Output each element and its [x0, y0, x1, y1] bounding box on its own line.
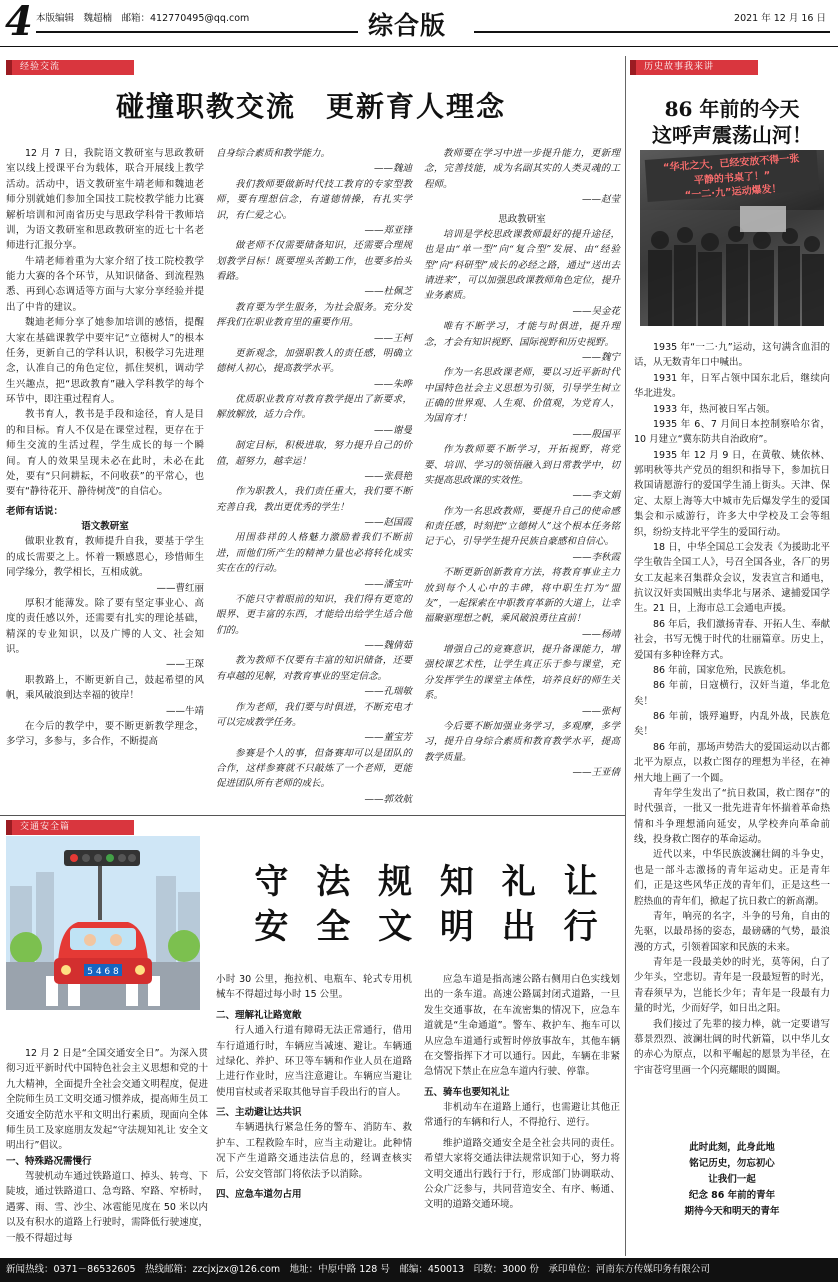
history-headline: [628, 96, 836, 149]
signature: ——谢曼: [373, 424, 412, 436]
quote: 唯有不断学习，才能与时俱进，提升理念，才会有知识视野、国际视野和历史视野。: [424, 321, 620, 348]
quote: 优质职业教育对教育教学提出了新要求，解放解放，适力合作。: [216, 394, 412, 421]
traffic-illustration: [6, 836, 200, 1010]
section-title: 综合版: [368, 11, 447, 40]
signature: ——魏迪: [373, 163, 412, 175]
subheading: 思政教研室: [498, 213, 546, 225]
traffic-headline-line-1: 守 法 规 知 礼 让: [254, 862, 606, 902]
quote: 教为教师不仅要有丰富的知识储备，还要有卓越的见解，对教育事业的坚定信念。: [216, 655, 412, 682]
subheading: 三、主动避让达共识: [216, 1107, 302, 1118]
header-rule-left: [36, 31, 358, 33]
history-photo: [640, 150, 824, 326]
quote: 在今后的教学中，要不断更新教学理念，多学习，多参与，多合作，不断提高: [6, 720, 204, 748]
signature: ——王柯: [373, 332, 412, 344]
quote: 更新观念，加强职教人的责任感，明确立德树人初心，提高教学水平。: [216, 347, 412, 375]
subheading: 五、骑车也要知礼让: [424, 1086, 510, 1098]
article-column-3: [424, 146, 620, 780]
crowd-illustration: [640, 150, 824, 326]
quote: 做职业教育，教师提升自我，要基于学生的成长需要之上。怀着一颗感恩心，珍惜师生同学缘分，教学相长，互相成就。: [6, 536, 204, 579]
closing-line: 铭记历史，勿忘初心: [689, 1157, 775, 1169]
paragraph: 教书育人，教书是手段和途径，育人是目的和目标。育人不仅是在课堂过程，更存在于师生交流的生活过程，学生成长的每一个瞬间。育人的效果呈现未必在此时，未必在此处，要有“只问耕耘，不问收获”的平常心，也要有“静待花开、静待树茂”的自信心。: [6, 409, 204, 498]
traffic-headline-line-2: 安 全 文 明 出 行: [254, 906, 606, 947]
traffic-column-3: [424, 972, 620, 1213]
quote: 作为一名思政教师，要提升自己的使命感和责任感，时刻把“立德树人”这个根本任务铭记于心，引导学生提升民族自豪感和自信心。: [424, 505, 620, 548]
section-tab-history: 历史故事我来讲: [630, 60, 758, 75]
page-footer: 新闻热线：0371－86532605 热线邮箱：zzcjxjzx@126.com 地址：中原中路 128 号 邮编：450013 印数：3000 份 承印单位：河南东方传媒印务有限公司: [0, 1258, 838, 1282]
paragraph: 青年是一段最美妙的时光，莫等闲，白了少年头，空悲切。青年是一段最短暂的时光，青春须早为，岂能长少年；青年是一段最有力量的时光，少而好学，如日出之阳。: [634, 957, 830, 1015]
caption-line-3: “一二·九”运动爆发！: [684, 183, 782, 202]
paragraph: 86 年前，日寇横行，汉奸当道，华北危矣！: [634, 680, 830, 707]
quote: 参赛是个人的事，但备赛却可以是团队的合作，这样参赛就不只敲炼了一个老师，更能促进团队所有老师的成长。: [216, 747, 412, 790]
history-headline-line-2: 这呼声震荡山河！: [652, 123, 812, 148]
paragraph: 1935 年 6、7 月间日本控制察哈尔省，10 月建立“冀东防共自治政府”。: [634, 418, 830, 446]
paragraph: 青年，响亮的名字，斗争的号角，自由的先驱，以最昂扬的姿态，最磅礴的气势，最浪漫的方式，引领着国家和民族的未来。: [634, 910, 830, 953]
quote: 用围恭祥的人格魅力激励着我们不断前进，而他们所产生的精神力量也必将转化成实实在在的行动。: [216, 532, 412, 575]
signature: ——杜佩芝: [364, 286, 412, 298]
section-divider: [0, 815, 625, 816]
paragraph: 近代以来，中华民族波澜壮阔的斗争史，也是一部斗志激扬的青年运动史。正是青年们，正是这些风华正茂的青年们，正是这些一腔热血的青年们，掀起了抗日救亡的新高潮。: [634, 849, 830, 907]
paragraph: 我们接过了先辈的接力棒，就一定要谱写慕景烈烈、波澜壮阔的时代新篇，以中华儿女的赤心为原点，以和平崛起的愿景为半径，在宇宙苍穹里画一个闪亮耀眼的圆圈。: [634, 1018, 830, 1076]
quote: 教育要为学生服务，为社会服务。充分发挥我们在职业教育里的重要作用。: [216, 301, 412, 329]
article-column-2: [216, 146, 412, 807]
paragraph: 驾驶机动车通过铁路道口、掉头、转弯、下陡坡，通过铁路道口、急弯路、窄路、窄桥时，遇雾、雨、雪、沙尘、冰雹能见度在 50 米以内以及有积水的道路上行驶时，需降低行驶速度，一般不得超过每: [6, 1171, 208, 1244]
subheading: 一、特殊路况需慢行: [6, 1155, 92, 1167]
paragraph: 12 月 7 日，我院语文教研室与思政教研室以线上授课平台为载体，联合开展线上教学活动。活动中，语文教研室牛靖老师和魏迪老师分别就她们参加全国技工院校教学能力比赛解析培训和河南省历史与思政学科骨干教师培训，为语文教研室和思政教研室的近七十名老师进行汇报分享。: [6, 148, 204, 252]
quote: 作为职教人，我们责任重大，我们要不断充善自我，教出更优秀的学生！: [216, 486, 412, 513]
section-tab-experience: 经验交流: [6, 60, 134, 75]
caption-line-1: “华北之大，已经安放不得一张: [662, 153, 800, 174]
closing-line: 纪念 86 年前的青年: [688, 1189, 776, 1201]
header-divider: [0, 46, 838, 47]
traffic-headline: [240, 860, 620, 950]
signature: ——魏宁: [581, 351, 620, 363]
signature: ——杨靖: [581, 628, 620, 640]
paragraph: 非机动车在道路上通行，也需避让其他正常通行的车辆和行人，不得抢行、逆行。: [424, 1102, 620, 1129]
traffic-column-1: [6, 1046, 208, 1246]
signature: ——王琛: [165, 659, 204, 671]
article-headline: 碰撞职教交流 更新育人理念: [115, 90, 506, 123]
signature: ——魏倩茹: [364, 640, 412, 651]
paragraph: 1931 年，日军占领中国东北后，继续向华北进发。: [634, 372, 830, 400]
signature: ——吴金花: [572, 305, 620, 317]
signature: ——张柯: [581, 705, 620, 717]
paragraph: 维护道路交通安全是全社会共同的责任。希望大家将交通法律法规常识知于心，努力将文明交通出行践行于行，形成部门协调联动、公众广泛参与，共同营造安全、有序、畅通、文明的道路交通环境。: [424, 1137, 620, 1211]
paragraph: 86 年前，那场声势浩大的爱国运动以古都北平为原点，以救亡图存的理想为半径，在神州大地上画了一个圆。: [634, 741, 830, 784]
signature: ——赵莹: [581, 194, 620, 206]
signature: ——董宝芳: [364, 732, 412, 744]
quote: 作为一名思政课老师，要以习近平新时代中国特色社会主义思想为引领，引导学生树立正确的世界观、人生观、价值观，为党育人，为国育才！: [424, 367, 620, 425]
subheading: 语文教研室: [81, 521, 129, 532]
quote: 厚积才能薄发。除了要有坚定事业心、高度的责任感以外，还需要有扎实的理论基础，精深的专业知识，以及广博的人文、社会知识。: [6, 597, 204, 655]
subheading: 二、理解礼让路宽敞: [216, 1009, 302, 1021]
section-tab-traffic: 交通安全篇: [6, 820, 134, 835]
history-headline-line-1: 86 年前的今天: [664, 97, 800, 121]
quote: 制定目标，积极进取，努力提升自己的价值，超努力，越幸运！: [216, 440, 412, 467]
license-plate: 5 4 6 8: [87, 967, 119, 977]
paragraph: 86 年前，饿殍遍野，内乱外战，民族危矣！: [634, 711, 830, 738]
paragraph: 车辆遇执行紧急任务的警车、消防车、救护车、工程救险车时，应当主动避让。此种情况下产生道路交通违法信息的，经调查核实后，公安交管部门将依法予以消除。: [216, 1122, 412, 1180]
issue-date: 2021 年 12 月 16 日: [734, 13, 826, 24]
quote: 增强自己的竞赛意识，提升备课能力，增强校课艺术性，让学生真正乐于参与课堂，充分发挥学生的课堂主体性，培养良好的师生关系。: [424, 644, 620, 702]
quote: 不能只守着眼前的知识，我们得有更宽的眼界、更丰富的东西，才能给出给学生适合他们的。: [216, 593, 412, 636]
subheading: 老师有话说：: [6, 505, 64, 517]
quote: 教师要在学习中进一步提升能力，更新理念，完善技能，成为名副其实的人类灵魂的工程师。: [424, 148, 620, 190]
closing-line: 此时此刻，此身此地: [689, 1142, 775, 1153]
page-header: [0, 0, 838, 44]
traffic-column-2: [216, 972, 412, 1202]
signature: ——曹红丽: [156, 582, 204, 594]
signature: ——郑亚锋: [364, 224, 412, 236]
paragraph: 86 年后，我们激扬青春、开拓人生、奉献社会，书写无愧于时代的壮丽篇章。历史上，爱国有多种诠释方式。: [634, 618, 830, 661]
quote: 不断更新创新教育方法，将教育事业主力放到每个人心中的丰碑，将中职生打为“盟友”，一起探索在中职教育革新的大道上，让幸福聚驱理想之帆，乘风破浪勇往直前！: [424, 567, 620, 625]
signature: ——李秋霞: [572, 551, 620, 563]
signature: ——王亚倩: [572, 767, 620, 778]
closing-line: 期待今天和明天的青年: [684, 1205, 780, 1217]
article-column-1: [6, 146, 204, 750]
paragraph: 1933 年，热河被日军占领。: [653, 403, 776, 415]
subheading: 四、应急车道勿占用: [216, 1188, 302, 1200]
signature: ——郭效航: [364, 793, 412, 805]
paragraph: 行人通入行道有障碍无法正常通行，借用车行道通行时，车辆应当减速、避让。车辆通过绿化、养护、环卫等车辆和作业人员在道路上进行作业时，应当注意避让。车辆应当避让使用盲杖或者采取其他导盲手段出行的盲人。: [216, 1025, 412, 1098]
signature: ——朱晔: [373, 378, 412, 390]
editor-info: 本版编辑 魏超楠 邮箱：412770495@qq.com: [36, 13, 250, 24]
header-rule-right: [474, 31, 830, 33]
signature: ——张晨艳: [364, 470, 412, 482]
quote: 作为老师，我们要与时俱进，不断充电才可以完成教学任务。: [216, 701, 412, 728]
paragraph: 应急车道是指高速公路右侧用白色实线划出的一条车道。高速公路属封闭式道路，一旦发生交通事故，在车流密集的情况下，应急车道就是“生命通道”。警车、救护车、拖车可以从应急车道通行或暂时停放事故车，其他车辆在交警指挥下才可以通行。因此，车辆在非紧急情况下禁止在应急车道内行驶、停靠。: [424, 974, 620, 1078]
paragraph: 12 月 2 日是“全国交通安全日”。为深入贯彻习近平新时代中国特色社会主义思想和党的十九大精神，全面提升全社会交通文明程度，促进全院师生员工文明交通习惯养成，提高师生员工交通安全防范水平和文明出行素质，现面向全体师生员工及家庭朋友发起“守法规知礼让 安全文明出行”倡议。: [6, 1048, 208, 1152]
column-divider: [625, 56, 626, 1256]
history-body: [634, 340, 830, 1078]
quote: 培训是学校思政课教师最好的提升途径，也是由“单一型”向“复合型”发展、由“经验型”向“科研型”成长的必经之路，通过“送出去请进来”，可以加强思政课教师角色定位，提升业务素质。: [424, 228, 620, 302]
signature: ——赵国霞: [364, 517, 412, 528]
page-number: 4: [5, 0, 33, 45]
quote: 做老师不仅需要储备知识，还需要合理规划教学目标！既要埋头苦勤工作，也要多抬头看路。: [216, 240, 412, 282]
quote: 职教路上，不断更新自己，鼓起希望的风帆，乘风破浪到达幸福的彼岸！: [6, 674, 204, 702]
closing-line: 让我们一起: [708, 1173, 756, 1185]
paragraph: 青年学生发出了“抗日救国，救亡图存”的时代强音，一批又一批先进青年怀揣着革命热情和斗争理想涌向延安，从学校奔向革命前线，投身救亡图存的革命运动。: [634, 787, 830, 845]
signature: ——李文娟: [572, 490, 620, 502]
quote: 今后要不断加强业务学习，多观摩，多学习，提升自身综合素质和教育教学水平，提高教学质量。: [424, 720, 620, 763]
history-closing: [634, 1140, 830, 1220]
quote: 我们教师要做新时代技工教育的专家型教师，要有理想信念，有道德情操，有扎实学识，有仁爱之心。: [216, 178, 412, 221]
paragraph: 魏迪老师分享了她参加培训的感悟，提醒大家在基础课教学中要牢记“立德树人”的根本任务，更新自己的学科认识，积极学习先进理念，认准自己的角色定位，抓住契机，调动学生兴趣点，把“思政教育”融入学科教学的每个环节中，即注重过程育人。: [6, 317, 204, 405]
quote: 自身综合素质和教学能力。: [216, 148, 331, 159]
paragraph: 1935 年 12 月 9 日，在黄敬、姚依林、郭明秋等共产党员的组织和指导下，参加抗日救国请愿游行的爱国学生涌上街头。天津、保定、太原上海等大中城市先后爆发学生的爱国集会和示威游行，许多大中学校及工会等组织，纷纷支持北平学生的爱国行动。: [634, 449, 830, 538]
signature: ——殷国平: [572, 428, 620, 440]
paragraph: 86 年前，国家危殆，民族危机。: [653, 664, 792, 676]
paragraph: 18 日，中华全国总工会发表《为援助北平学生敬告全国工人》，号召全国各业，各厂的男女工友起来召集群众会议，发表宣言和通电，抗议汉奸卖国贼出卖华北与屠杀、逮捕爱国学生。21 日，上海市总工会通电声援。: [634, 541, 830, 615]
paragraph: 1935 年“一二·九”运动，这句满含血泪的话，从无数青年口中喊出。: [634, 342, 830, 369]
paragraph: 小时 30 公里，拖拉机、电瓶车、轮式专用机械车不得超过每小时 15 公里。: [216, 974, 412, 1001]
signature: ——牛靖: [165, 705, 204, 717]
caption-line-2: 平静的书桌了！”: [693, 169, 771, 187]
paragraph: 牛靖老师着重为大家介绍了技工院校教学能力大赛的各个环节，从知识储备、到流程熟悉、再到心态调适等方面与大家分享经验并提出了中肯的建议。: [6, 255, 204, 313]
signature: ——孔瑞敏: [364, 686, 412, 698]
signature: ——潘宝叶: [364, 578, 412, 590]
quote: 作为教师要不断学习，开拓视野，将党要、培训、学习的领悟融入到日常教学中，切实提高思政课的实效性。: [424, 444, 620, 486]
